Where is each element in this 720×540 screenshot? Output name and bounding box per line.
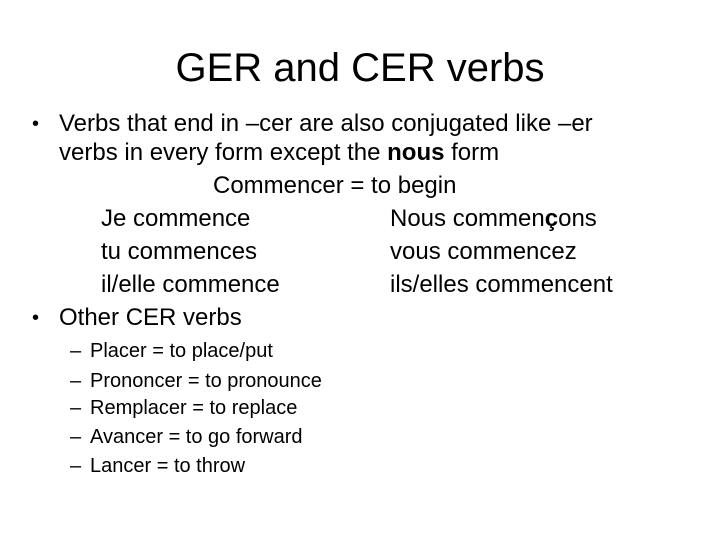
dash-icon: – bbox=[70, 426, 82, 448]
dash-icon: – bbox=[70, 340, 82, 362]
sub-item: Remplacer = to replace bbox=[90, 397, 298, 419]
dash-icon: – bbox=[70, 370, 82, 392]
bullet-1-line-1: Verbs that end in –cer are also conjugated like –er bbox=[59, 110, 593, 137]
conjugation-tu: tu commences bbox=[101, 238, 258, 265]
conjugation-ils: ils/elles commencent bbox=[390, 271, 613, 298]
bullet-1-line-2-suffix: form bbox=[444, 139, 500, 166]
conjugation-je: Je commence bbox=[101, 205, 251, 232]
bullet-2-text: Other CER verbs bbox=[59, 304, 242, 331]
conjugation-nous-suffix: ons bbox=[558, 205, 597, 232]
bullet-icon: • bbox=[32, 113, 40, 135]
bullet-1-line-2-bold: nous bbox=[387, 139, 445, 166]
dash-icon: – bbox=[70, 455, 82, 477]
dash-icon: – bbox=[70, 397, 82, 419]
conjugation-nous bbox=[390, 203, 597, 235]
bullet-1-line-2 bbox=[59, 137, 499, 169]
conjugation-vous: vous commencez bbox=[390, 238, 577, 265]
sub-item: Lancer = to throw bbox=[90, 455, 246, 477]
bullet-1-line-2-prefix: verbs in every form except the bbox=[59, 139, 388, 166]
sub-item: Avancer = to go forward bbox=[90, 426, 303, 448]
conjugation-il: il/elle commence bbox=[101, 271, 280, 298]
sub-item: Prononcer = to pronounce bbox=[90, 370, 322, 392]
example-header: Commencer = to begin bbox=[213, 172, 457, 199]
conjugation-nous-bold: ç bbox=[544, 205, 559, 232]
sub-item: Placer = to place/put bbox=[90, 340, 273, 362]
slide-title: GER and CER verbs bbox=[175, 46, 545, 90]
bullet-icon: • bbox=[32, 307, 40, 329]
conjugation-nous-prefix: Nous commen bbox=[390, 205, 545, 232]
